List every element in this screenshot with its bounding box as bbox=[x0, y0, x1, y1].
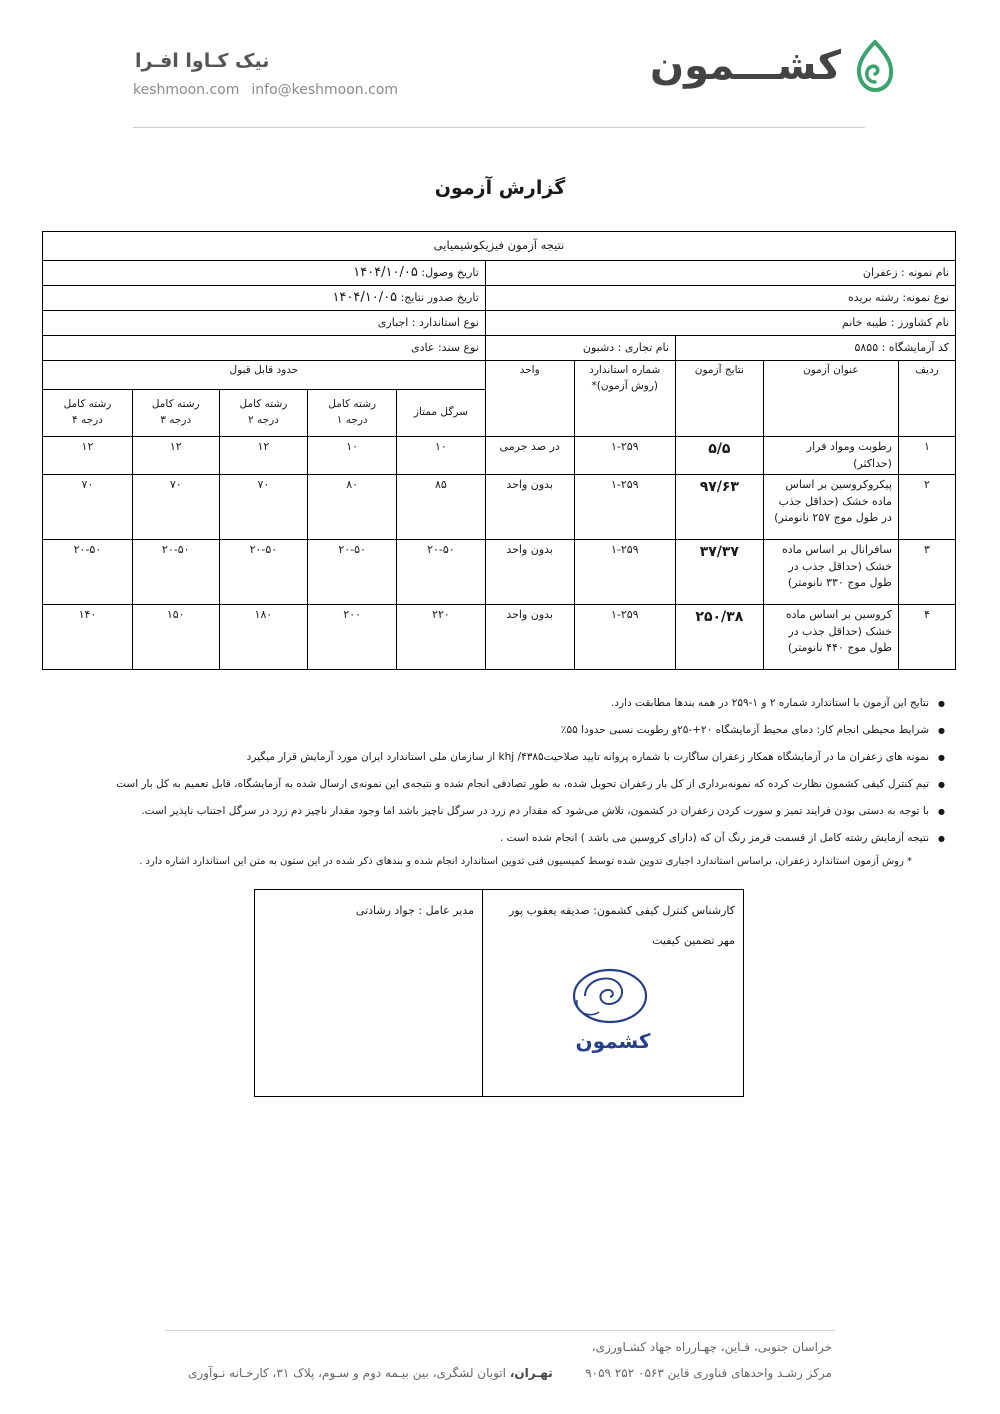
header-row-no: ردیف bbox=[898, 361, 955, 437]
ceo-name: مدیر عامل : جواد رشادتی bbox=[355, 904, 474, 917]
test-result: ۵/۵ bbox=[675, 437, 763, 475]
receipt-date-label: تاریخ وصول: bbox=[421, 266, 479, 280]
qc-signature-cell bbox=[482, 890, 743, 1096]
header-standard-number-line1: شماره استاندارد bbox=[589, 364, 661, 376]
standard-number: ۱-۲۵۹ bbox=[574, 437, 675, 475]
limit-grade-3: ۲۰-۵۰ bbox=[219, 540, 308, 605]
table-caption: نتیجه آزمون فیزیکوشیمیایی bbox=[43, 232, 956, 261]
unit: بدون واحد bbox=[485, 540, 574, 605]
grade-header-1 bbox=[397, 390, 486, 437]
standard-type: نوع استاندارد : اجباری bbox=[43, 311, 486, 336]
row-no: ۱ bbox=[898, 437, 955, 475]
table-row bbox=[43, 605, 956, 670]
test-title: سافرانال بر اساس ماده خشک (حداقل جذب در طول موج ۳۳۰ نانومتر) bbox=[763, 540, 898, 605]
email-link[interactable]: info@keshmoon.com bbox=[251, 82, 399, 98]
limit-grade-2: ۱۰ bbox=[308, 437, 397, 475]
signature-box bbox=[254, 889, 744, 1097]
grade-header-4 bbox=[132, 390, 219, 437]
header-standard-number bbox=[574, 361, 675, 437]
table-row bbox=[43, 540, 956, 605]
row-no: ۳ bbox=[898, 540, 955, 605]
limit-grade-3: ۱۸۰ bbox=[219, 605, 308, 670]
unit: در صد جرمی bbox=[485, 437, 574, 475]
header-test-method: (روش آزمون)* bbox=[591, 379, 659, 392]
grade-header-2 bbox=[308, 390, 397, 437]
quality-stamp-icon bbox=[555, 966, 665, 1056]
limit-grade-2: ۲۰-۵۰ bbox=[308, 540, 397, 605]
address-line-3 bbox=[188, 1366, 553, 1380]
header-divider bbox=[133, 127, 865, 128]
limit-grade-2: ۲۰۰ bbox=[308, 605, 397, 670]
limit-grade-2: ۸۰ bbox=[308, 475, 397, 540]
standard-number: ۱-۲۵۹ bbox=[574, 605, 675, 670]
limit-grade-1: ۸۵ bbox=[397, 475, 486, 540]
limit-grade-4: ۲۰-۵۰ bbox=[132, 540, 219, 605]
grade-header-2-line2: درجه ۱ bbox=[336, 414, 368, 426]
standard-number: ۱-۲۵۹ bbox=[574, 475, 675, 540]
table-row bbox=[43, 475, 956, 540]
limit-grade-1: ۱۰ bbox=[397, 437, 486, 475]
row-no: ۴ bbox=[898, 605, 955, 670]
limit-grade-4: ۷۰ bbox=[132, 475, 219, 540]
grade-header-3-line2: درجه ۲ bbox=[247, 414, 279, 426]
note-item: ● شرایط محیطی انجام کار: دمای محیط آزمایشگاه ۲۰+-۲۵و رطوبت نسبی حدودا ۵۵٪ bbox=[49, 717, 929, 744]
issue-date-value: ۱۴۰۴/۱۰/۰۵ bbox=[332, 290, 398, 306]
brand-logo-block bbox=[650, 40, 895, 92]
grade-header-4-line2: درجه ۳ bbox=[160, 414, 192, 426]
test-result: ۹۷/۶۳ bbox=[675, 475, 763, 540]
limit-grade-4: ۱۲ bbox=[132, 437, 219, 475]
address-line-2: مرکز رشـد واحدهای فناوری قاین ۰۵۶۳ ۲۵۲ ۹۰۵۹ bbox=[585, 1366, 832, 1380]
limit-grade-1: ۲۲۰ bbox=[397, 605, 486, 670]
header-test-results: نتایج آزمون bbox=[675, 361, 763, 437]
row-no: ۲ bbox=[898, 475, 955, 540]
leaf-logo-icon bbox=[855, 40, 895, 92]
limit-grade-5: ۷۰ bbox=[43, 475, 133, 540]
website-link[interactable]: keshmoon.com bbox=[133, 82, 240, 98]
sample-type: نوع نمونه: رشته بریده bbox=[485, 286, 955, 311]
doc-type: نوع سند: عادی bbox=[43, 336, 486, 361]
unit: بدون واحد bbox=[485, 475, 574, 540]
receipt-date-cell bbox=[43, 261, 486, 286]
ceo-signature-cell bbox=[255, 890, 482, 1096]
qc-expert: کارشناس کنترل کیفی کشمون: صدیقه یعقوب پور bbox=[509, 904, 735, 917]
header-unit: واحد bbox=[485, 361, 574, 437]
sample-name: نام نمونه : زعفران bbox=[485, 261, 955, 286]
address-line-1: خراسان جنوبی، قـاین، چهـارراه جهاد کشـاورزی، bbox=[591, 1340, 832, 1354]
test-title: پیکروکروسین بر اساس ماده خشک (حداقل جذب در طول موج ۲۵۷ نانومتر) bbox=[763, 475, 898, 540]
note-item: ● نتیجه آزمایش رشته کامل از قسمت قرمز رنگ آن که (دارای کروسین می باشد ) انجام شده است . bbox=[49, 825, 929, 852]
receipt-date-value: ۱۴۰۴/۱۰/۰۵ bbox=[353, 265, 418, 281]
header-test-title: عنوان آزمون bbox=[763, 361, 898, 437]
limit-grade-1: ۲۰-۵۰ bbox=[397, 540, 486, 605]
grade-header-4-line1: رشته کامل bbox=[151, 398, 200, 411]
grade-header-5 bbox=[43, 390, 133, 437]
grade-header-3-line1: رشته کامل bbox=[239, 398, 288, 411]
test-report-table bbox=[42, 231, 956, 670]
limit-grade-4: ۱۵۰ bbox=[132, 605, 219, 670]
note-item: ● با توجه به دستی بودن فرایند تمیز و سورت کردن زعفران در کشمون، تلاش می‌شود که مقدار دم زرد در سرگل ناچیز باشد اما وجود مقدار ناچیز دم زرد در سرگل اجتناب ناپذیر است. bbox=[49, 798, 929, 825]
trade-name: نام تجاری : دشبون bbox=[485, 336, 675, 361]
note-item: ● نتایج این آزمون با استاندارد شماره ۲ و ۱-۲۵۹ در همه بندها مطابقت دارد. bbox=[49, 690, 929, 717]
brand-name: کشـــمون bbox=[649, 43, 841, 89]
address-city: تهـران، bbox=[509, 1366, 553, 1380]
grade-header-5-line2: درجه ۴ bbox=[72, 414, 103, 426]
qa-stamp-label: مهر تضمین کیفیت bbox=[652, 934, 735, 947]
standard-number: ۱-۲۵۹ bbox=[574, 540, 675, 605]
address-text: اتوبان لشگری، بین بیـمه دوم و سـوم، پلاک ۳۱، کارخـانه نـوآوری bbox=[188, 1366, 506, 1380]
grade-header-3 bbox=[219, 390, 308, 437]
issue-date-cell bbox=[43, 286, 486, 311]
limit-grade-5: ۱۲ bbox=[43, 437, 133, 475]
limit-grade-5: ۲۰-۵۰ bbox=[43, 540, 133, 605]
contact-line bbox=[133, 82, 398, 98]
header-limits: حدود قابل قبول bbox=[43, 361, 486, 390]
test-title: رطوبت ومواد فرار (حداکثر) bbox=[763, 437, 898, 475]
unit: بدون واحد bbox=[485, 605, 574, 670]
farmer-name: نام کشاورز : طیبه خانم bbox=[485, 311, 955, 336]
note-item: ● نمونه های زعفران ما در آزمایشگاه همکار زعفران ساگارت با شماره پروانه تایید صلاحیت۴۳۸۵/ khj از سازمان ملی استاندارد ایران مورد آزمایش قرار میگیرد bbox=[49, 744, 929, 771]
test-result: ۳۷/۳۷ bbox=[675, 540, 763, 605]
issue-date-label: تاریخ صدور نتایج: bbox=[400, 291, 479, 305]
footnote: * روش آزمون استاندارد زعفران، براساس استاندارد اجباری تدوین شده توسط کمیسیون فنی تدوین استاندارد انجام شده و بندهای ذکر شده در این ستون به متن این استاندارد اشاره دارد . bbox=[139, 856, 912, 867]
limit-grade-3: ۷۰ bbox=[219, 475, 308, 540]
test-title: کروسین بر اساس ماده خشک (حداقل جذب در طول موج ۴۴۰ نانومتر) bbox=[763, 605, 898, 670]
lab-code: کد آزمایشگاه : ۵۸۵۵ bbox=[675, 336, 955, 361]
test-result: ۲۵۰/۳۸ bbox=[675, 605, 763, 670]
table-row bbox=[43, 437, 956, 475]
note-item: ● تیم کنترل کیفی کشمون نظارت کرده که نمونه‌برداری از کل بار زعفران تحویل شده، به طور تصادفی انجام شده و نتیجه‌ی این نمونه‌ی ارسال شده به آزمایشگاه، قابل تعمیم به کل بار است bbox=[49, 771, 929, 798]
stamp-text: کشمون bbox=[575, 1029, 651, 1053]
grade-header-5-line1: رشته کامل bbox=[63, 398, 112, 411]
page-title: گزارش آزمون bbox=[434, 177, 566, 199]
limit-grade-3: ۱۲ bbox=[219, 437, 308, 475]
footer-divider bbox=[165, 1330, 835, 1331]
grade-header-2-line1: رشته کامل bbox=[328, 398, 377, 411]
notes-list bbox=[49, 690, 945, 852]
company-name: نیک کـاوا افـرا bbox=[135, 50, 270, 72]
grade-header-1-line1: سرگل ممتاز bbox=[413, 406, 468, 419]
limit-grade-5: ۱۴۰ bbox=[43, 605, 133, 670]
